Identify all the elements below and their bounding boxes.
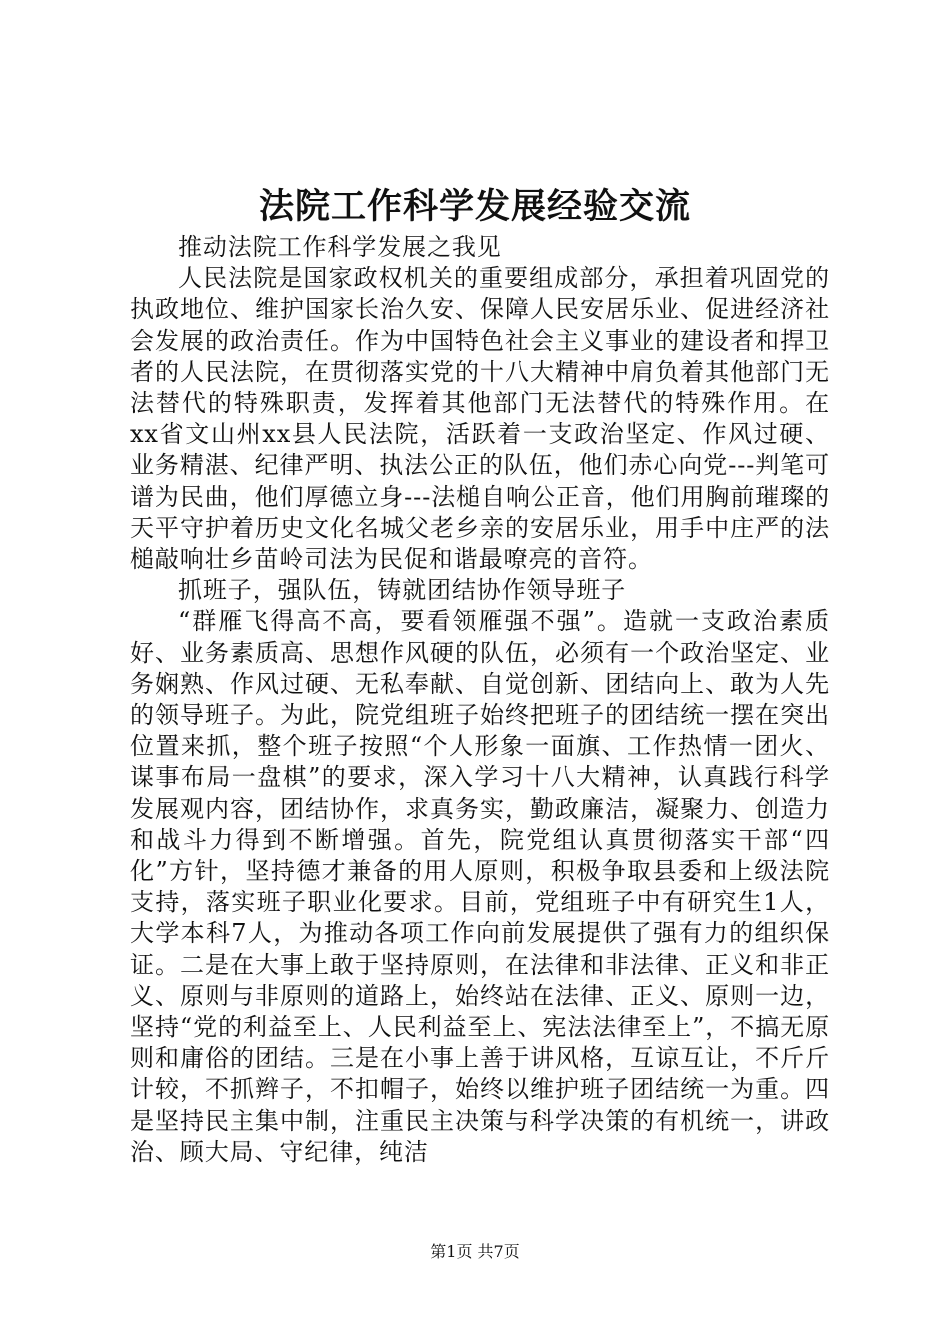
paragraph-leadership: “群雁飞得高不高，要看领雁强不强”。造就一支政治素质好、业务素质高、思想作风硬的队伍，必须有一个政治坚定、业务娴熟、作风过硬、无私奉献、自觉创新、团结向上、敢为人先的领导班子。为此，院党组班子始终把班子的团结统一摆在突出位置来抓，整个班子按照“个人形象一面旗、工作热情一团火、谋事布局一盘棋”的要求，深入学习十八大精神，认真践行科学发展观内容，团结协作，求真务实，勤政廉洁，凝聚力、创造力和战斗力得到不断增强。首先，院党组认真贯彻落实干部“四化”方针，坚持德才兼备的用人原则，积极争取县委和上级法院支持，落实班子职业化要求。目前，党组班子中有研究生1人，大学本科7人，为推动各项工作向前发展提供了强有力的组织保证。二是在大事上敢于坚持原则，在法律和非法律、正义和非正义、原则与非原则的道路上，始终站在法律、正义、原则一边，坚持“党的利益至上、人民利益至上、宪法法律至上”，不搞无原则和庸俗的团结。三是在小事上善于讲风格，互谅互让，不斤斤计较，不抓辫子，不扣帽子，始终以维护班子团结统一为重。四是坚持民主集中制，注重民主决策与科学决策的有机统一，讲政治、顾大局、守纪律，纯洁: [130, 607, 830, 1166]
paragraph-subtitle: 推动法院工作科学发展之我见: [178, 233, 502, 261]
document-title: 法院工作科学发展经验交流: [258, 186, 691, 227]
paragraph-intro: 人民法院是国家政权机关的重要组成部分，承担着巩固党的执政地位、维护国家长治久安、保障人民安居乐业、促进经济社会发展的政治责任。作为中国特色社会主义事业的建设者和捍卫者的人民法院，在贯彻落实党的十八大精神中肩负着其他部门无法替代的特殊职责，发挥着其他部门无法替代的特殊作用。在xx省文山州xx县人民法院，活跃着一支政治坚定、作风过硬、业务精湛、纪律严明、执法公正的队伍，他们赤心向党---判笔可谱为民曲，他们厚德立身---法槌自响公正音，他们用胸前璀璨的天平守护着历史文化名城父老乡亲的安居乐业，用手中庄严的法槌敲响壮乡苗岭司法为民促和谐最嘹亮的音符。: [130, 264, 830, 574]
page-footer: [0, 1241, 950, 1263]
page-number: 第1页: [430, 1242, 473, 1261]
document-body: [130, 232, 830, 1168]
paragraph-section-heading: 抓班子，强队伍，铸就团结协作领导班子: [178, 576, 627, 605]
page-total: 共7页: [477, 1242, 520, 1261]
